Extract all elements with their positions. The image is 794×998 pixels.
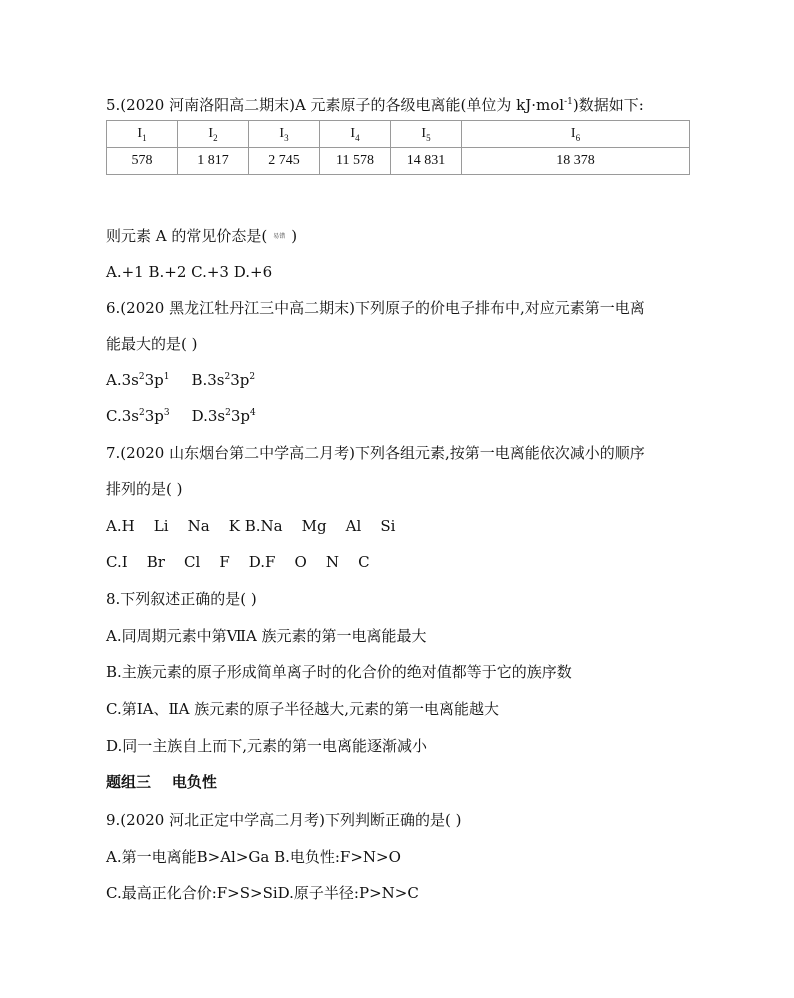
q6-option-c: C.3s bbox=[106, 407, 139, 425]
q8-option-a: A.同周期元素中第ⅦA 族元素的第一电离能最大 bbox=[106, 627, 427, 645]
value-cell: 578 bbox=[107, 148, 178, 175]
q6-options-cd: $C.3s^23p^3$ $D.3s^23p^4$ bbox=[106, 407, 256, 425]
q5-options: A.+1 B.+2 C.+3 D.+6 bbox=[106, 263, 273, 281]
q9-stem: 9.(2020 河北正定中学高二月考)下列判断正确的是( ) bbox=[106, 811, 462, 829]
q6-options-ab: $A.3s^23p^1$ $B.3s^23p^2$ bbox=[106, 371, 256, 389]
header-cell: $I_2$ bbox=[178, 121, 249, 148]
q8-stem: 8.下列叙述正确的是( ) bbox=[106, 590, 257, 608]
q8-option-d: D.同一主族自上而下,元素的第一电离能逐渐减小 bbox=[106, 737, 428, 755]
value-cell: 2 745 bbox=[249, 148, 320, 175]
q8-option-b: B.主族元素的原子形成简单离子时的化合价的绝对值都等于它的族序数 bbox=[106, 663, 572, 681]
q6-option-d: D.3s bbox=[191, 407, 226, 425]
value-cell: 11 578 bbox=[320, 148, 391, 175]
q6-option-a: A.3s bbox=[106, 371, 139, 389]
q5-question bbox=[106, 226, 297, 247]
ionization-energy-table bbox=[106, 120, 690, 175]
tiny-label: 易错 bbox=[273, 233, 286, 240]
value-cell: 18 378 bbox=[462, 148, 690, 175]
q6-option-b: B.3s bbox=[191, 371, 225, 389]
q7-stem-line1: 7.(2020 山东烟台第二中学高二月考)下列各组元素,按第一电离能依次减小的顺序 bbox=[106, 444, 645, 462]
q5-stem-sup: -1 bbox=[564, 97, 573, 107]
table-header-row bbox=[107, 121, 690, 148]
q5-question-text: 则元素 A 的常见价态是( bbox=[106, 227, 268, 245]
value-cell: 1 817 bbox=[178, 148, 249, 175]
section-heading: 题组三 电负性 bbox=[106, 773, 217, 791]
q6-stem-line1: 6.(2020 黑龙江牡丹江三中高二期末)下列原子的价电子排布中,对应元素第一电离 bbox=[106, 299, 645, 317]
q9-options-line2: C.最高正化合价:F>S>SiD.原子半径:P>N>C bbox=[106, 884, 419, 902]
q6-stem-line2: 能最大的是( ) bbox=[106, 335, 198, 353]
table-row bbox=[107, 148, 690, 175]
q7-options-line2: C.I Br Cl F D.F O N C bbox=[106, 553, 370, 571]
q5-stem-end: )数据如下: bbox=[572, 96, 644, 114]
value-cell: 14 831 bbox=[391, 148, 462, 175]
q8-option-c: C.第ⅠA、ⅡA 族元素的原子半径越大,元素的第一电离能越大 bbox=[106, 700, 500, 718]
header-cell: $I_4$ bbox=[320, 121, 391, 148]
header-cell: $I_6$ bbox=[462, 121, 690, 148]
q5-stem-text: 5.(2020 河南洛阳高二期末)A 元素原子的各级电离能(单位为 kJ·mol bbox=[106, 96, 565, 114]
q5-stem bbox=[106, 95, 644, 115]
q7-options-line1: A.H Li Na K B.Na Mg Al Si bbox=[106, 517, 396, 535]
q9-options-line1: A.第一电离能B>Al>Ga B.电负性:F>N>O bbox=[106, 848, 401, 866]
header-cell: $I_3$ bbox=[249, 121, 320, 148]
q5-question-close: ) bbox=[291, 227, 298, 245]
header-cell: $I_5$ bbox=[391, 121, 462, 148]
q7-stem-line2: 排列的是( ) bbox=[106, 480, 183, 498]
header-cell: $I_1$ bbox=[107, 121, 178, 148]
